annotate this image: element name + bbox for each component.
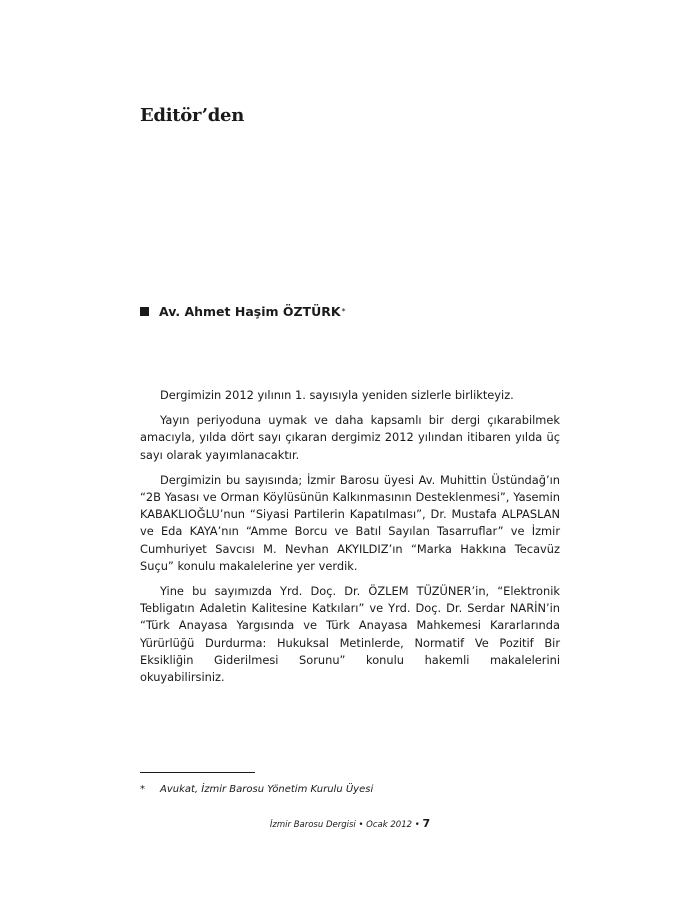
- author-line: [140, 304, 346, 319]
- paragraph: Dergimizin 2012 yılının 1. sayısıyla yeniden sizlerle birlikteyiz.: [160, 388, 514, 402]
- running-footer: [0, 817, 700, 830]
- footnote-divider: [140, 772, 255, 773]
- paragraph: Dergimizin bu sayısında; İzmir Barosu üyesi Av. Muhittin Üstündağ’ın “2B Yasası ve Orman Köylüsünün Kalkınmasının Desteklenmesi”, Yasemin KABAKLIOĞLU’nun “Siyasi Partilerin Kapatılması”, Dr. Mustafa ALPASLAN ve Eda KAYA’nın “Amme Borcu ve Batıl Sayılan Tasarruflar” ve İzmir Cumhuriyet Savcısı M. Nevhan AKYILDIZ’ın “Marka Hakkına Tecavüz Suçu” konulu makalelerine yer verdik.: [140, 472, 560, 573]
- paragraph: Yine bu sayımızda Yrd. Doç. Dr. ÖZLEM TÜZÜNER’in, “Elektronik Tebligatın Adaletin Kalitesine Katkıları” ve Yrd. Doç. Dr. Serdar NARİN’in “Türk Anayasa Yargısında ve Türk Anayasa Mahkemesi Kararlarında Yürürlüğü Durdurma: Hukuksal Metinlerde, Normatif Ve Pozitif Bir Eksikliğin Giderilmesi Sorunu” konulu hakemli makalelerini okuyabilirsiniz.: [140, 584, 560, 685]
- footnote-text: Avukat, İzmir Barosu Yönetim Kurulu Üyesi: [160, 784, 374, 795]
- author-name: Av. Ahmet Haşim ÖZTÜRK: [159, 304, 341, 319]
- paragraph: Yayın periyoduna uymak ve daha kapsamlı bir dergi çıkarabilmek amacıyla, yılda dört sayı çıkaran dergimiz 2012 yılından itibaren yılda üç sayı olarak yayımlanacaktır.: [140, 413, 560, 462]
- footnote: [140, 784, 373, 795]
- footnote-mark: *: [140, 784, 145, 795]
- page-number: 7: [422, 817, 431, 830]
- journal-info: İzmir Barosu Dergisi • Ocak 2012 •: [269, 820, 420, 830]
- page-title: Editör’den: [140, 105, 244, 126]
- author-footnote-mark: *: [341, 307, 346, 316]
- editorial-body: [140, 387, 560, 694]
- square-bullet-icon: [140, 307, 149, 316]
